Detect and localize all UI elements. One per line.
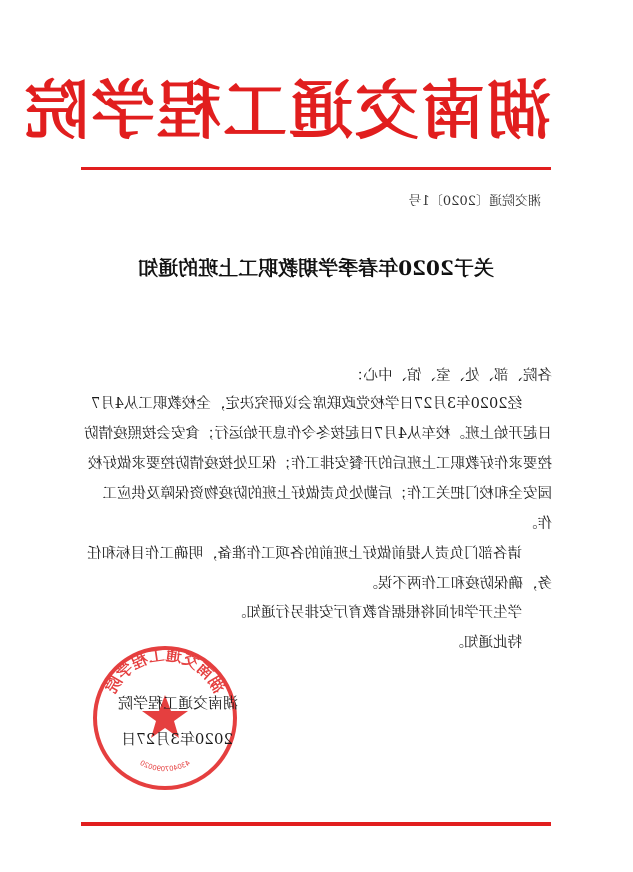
body-paragraph-3: 学生开学时间将根据省教育厅安排另行通知。 [232,605,522,621]
notice-title: 关于2020年春季学期教职工上班的通知 [138,256,494,280]
svg-text:430407090020 [138,759,191,773]
svg-text:湖南交通工程学院 [101,645,228,696]
body-paragraph-2: 请各部门负责人提前做好上班前的各项工作准备，明确工作目标和任务，确保防疫和工作两不误。 [87,546,552,592]
body-paragraph-4: 特此通知。 [449,635,522,651]
seal-code: 430407090020 [138,758,192,774]
body-paragraph-1: 经2020年3月27日学校党政联席会议研究决定，全校教职工从4月7日起开始上班。校车从4月7日起按冬令作息开始运行；食安会按照疫情防控要求作好教职工上班后的开餐安排工作；保卫处按疫情防控要求做好校园安全和校门把关工作；后勤处负责做好上班的防疫物资保障及供应工作。 [84,396,552,532]
letterhead-rule [81,167,551,170]
signature-date: 2020年3月27日 [121,730,233,748]
document-number: 湘交院通〔2020〕1号 [408,194,541,209]
letterhead-title: 湖南交通工程学院 [23,74,551,149]
signature-name: 湖南交通工程学院 [117,694,238,712]
seal-ring-text: 湖南交通工程学院 [101,645,229,697]
official-seal [90,643,240,793]
footer-rule [81,822,551,826]
salutation: 各院、部、处、室、馆、中心： [349,368,552,384]
